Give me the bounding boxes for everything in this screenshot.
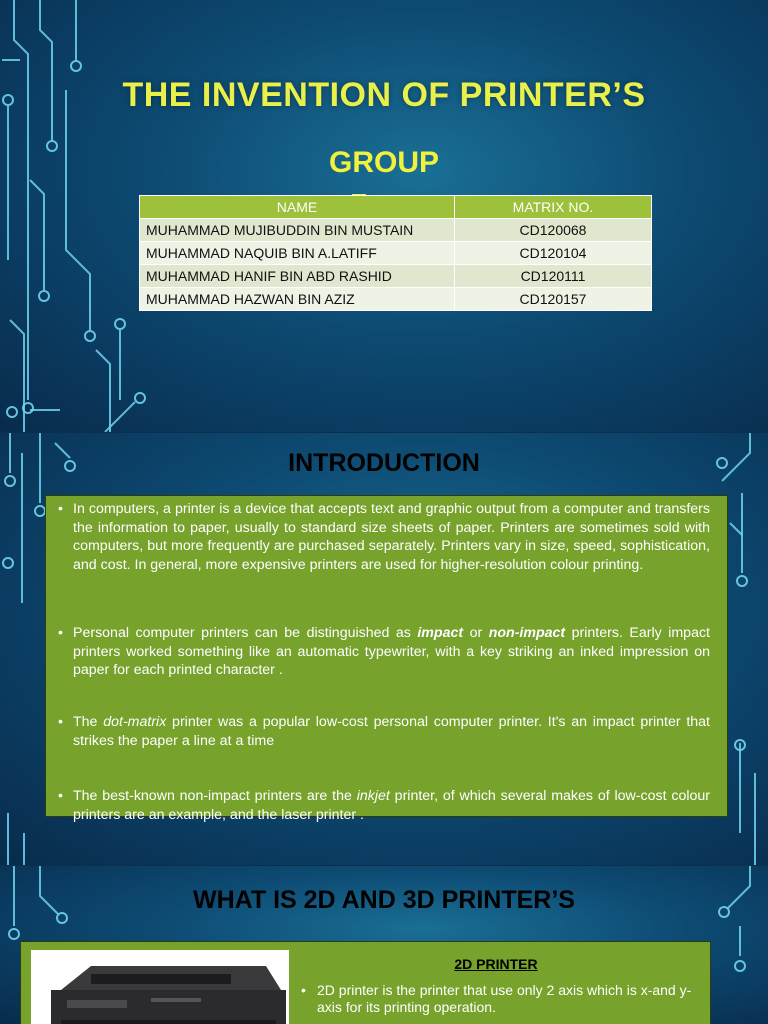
column-header-matrix: MATRIX NO. bbox=[455, 196, 652, 219]
matrix-number: CD120111 bbox=[455, 265, 652, 288]
table-header-row bbox=[140, 196, 652, 219]
list-item bbox=[58, 500, 710, 574]
matrix-number: CD120104 bbox=[455, 242, 652, 265]
printer-image bbox=[31, 950, 289, 1024]
list-item bbox=[58, 713, 710, 750]
bullet-text: In computers, a printer is a device that accepts text and graphic output from a computer and transfers the information to paper, usually to standard size sheets of paper. Printers are sometimes sold with computers, but more frequently are purchased separately. Printers vary in size, speed, sophistication, and cost. In general, more expensive printers are used for higher-resolution colour printing. bbox=[73, 501, 710, 573]
introduction-slide bbox=[0, 433, 768, 865]
bullet-icon: • bbox=[301, 982, 306, 998]
table-row bbox=[140, 219, 652, 242]
column-header-name: NAME bbox=[140, 196, 455, 219]
member-name: MUHAMMAD NAQUIB BIN A.LATIFF bbox=[140, 242, 455, 265]
group-label: GROUP bbox=[328, 146, 439, 179]
printer-photo bbox=[31, 950, 289, 1024]
table-row bbox=[140, 242, 652, 265]
slide-title: WHAT IS 2D AND 3D PRINTER’S bbox=[193, 886, 575, 914]
slide-title: INTRODUCTION bbox=[288, 449, 480, 477]
table-row bbox=[140, 288, 652, 311]
list-item bbox=[58, 624, 710, 680]
bullet-text: The dot-matrix printer was a popular low-cost personal computer printer. It's an impact printer that strikes the paper a line at a time bbox=[73, 714, 710, 749]
content-box bbox=[20, 941, 711, 1024]
matrix-number: CD120068 bbox=[455, 219, 652, 242]
member-name: MUHAMMAD HAZWAN BIN AZIZ bbox=[140, 288, 455, 311]
bullet-text: 2D printer is the printer that use only 2 axis which is x-and y-axis for its printing operation. bbox=[317, 982, 692, 1015]
table-row bbox=[140, 265, 652, 288]
bullet-text: Personal computer printers can be distinguished as impact or non-impact printers. Early impact printers worked something like an automatic typewriter, with a key striking an inked impression on paper for each printed character . bbox=[73, 625, 710, 678]
member-name: MUHAMMAD HANIF BIN ABD RASHID bbox=[140, 265, 455, 288]
presentation-title: THE INVENTION OF PRINTER’S bbox=[122, 76, 646, 114]
member-name: MUHAMMAD MUJIBUDDIN BIN MUSTAIN bbox=[140, 219, 455, 242]
bullet-icon: • bbox=[58, 625, 63, 641]
bullet-icon: • bbox=[58, 501, 63, 517]
printers-slide bbox=[0, 866, 768, 1024]
bullet-text: The best-known non-impact printers are the inkjet printer, of which several makes of low-cost colour printers are an example, and the laser printer . bbox=[73, 788, 710, 823]
matrix-number: CD120157 bbox=[455, 288, 652, 311]
bullet-icon: • bbox=[58, 788, 63, 804]
members-table bbox=[139, 195, 652, 311]
title-slide bbox=[0, 0, 768, 432]
content-box bbox=[45, 495, 728, 823]
bullet-icon: • bbox=[58, 714, 63, 730]
list-item bbox=[58, 787, 710, 824]
list-item bbox=[301, 982, 701, 1016]
subheading-2d-printer: 2D PRINTER bbox=[454, 956, 538, 972]
